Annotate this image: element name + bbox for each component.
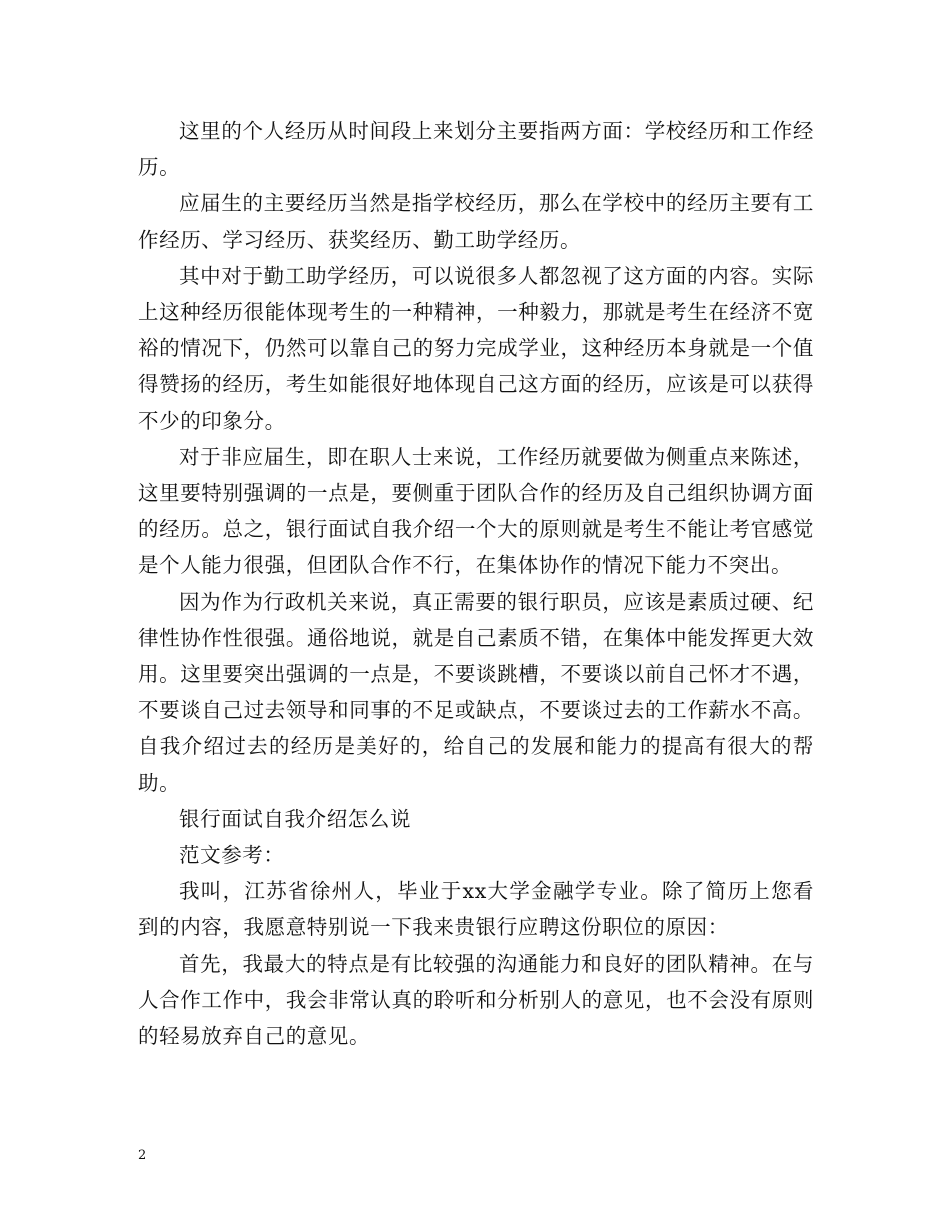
paragraph-5: 因为作为行政机关来说，真正需要的银行职员，应该是素质过硬、纪律性协作性很强。通俗地说，就是自己素质不错，在集体中能发挥更大效用。这里要突出强调的一点是，不要谈跳槽，不要谈以前自己怀才不遇，不要谈自己过去领导和同事的不足或缺点，不要谈过去的工作薪水不高。自我介绍过去的经历是美好的，给自己的发展和能力的提高有很大的帮助。: [138, 589, 814, 795]
paragraph-2: 应届生的主要经历当然是指学校经历，那么在学校中的经历主要有工作经历、学习经历、获奖经历、勤工助学经历。: [138, 191, 814, 252]
document-body: [138, 113, 814, 1054]
paragraph-3: 其中对于勤工助学经历，可以说很多人都忽视了这方面的内容。实际上这种经历很能体现考生的一种精神，一种毅力，那就是考生在经济不宽裕的情况下，仍然可以靠自己的努力完成学业，这种经历本身就是一个值得赞扬的经历，考生如能很好地体现自己这方面的经历，应该是可以获得不少的印象分。: [138, 263, 814, 433]
sample-label: 范文参考：: [179, 843, 285, 868]
paragraph-9: 首先，我最大的特点是有比较强的沟通能力和良好的团队精神。在与人合作工作中，我会非常认真的聆听和分析别人的意见，也不会没有原则的轻易放弃自己的意见。: [138, 951, 814, 1049]
section-heading: 银行面试自我介绍怎么说: [179, 806, 412, 831]
paragraph-8: 我叫，江苏省徐州人，毕业于xx大学金融学专业。除了简历上您看到的内容，我愿意特别说一下我来贵银行应聘这份职位的原因：: [138, 879, 814, 940]
paragraph-4: 对于非应届生，即在职人士来说，工作经历就要做为侧重点来陈述，这里要特别强调的一点是，要侧重于团队合作的经历及自己组织协调方面的经历。总之，银行面试自我介绍一个大的原则就是考生不能让考官感觉是个人能力很强，但团队合作不行，在集体协作的情况下能力不突出。: [138, 444, 814, 578]
paragraph-1: 这里的个人经历从时间段上来划分主要指两方面：学校经历和工作经历。: [138, 119, 814, 180]
page-number: 2: [138, 1148, 147, 1163]
